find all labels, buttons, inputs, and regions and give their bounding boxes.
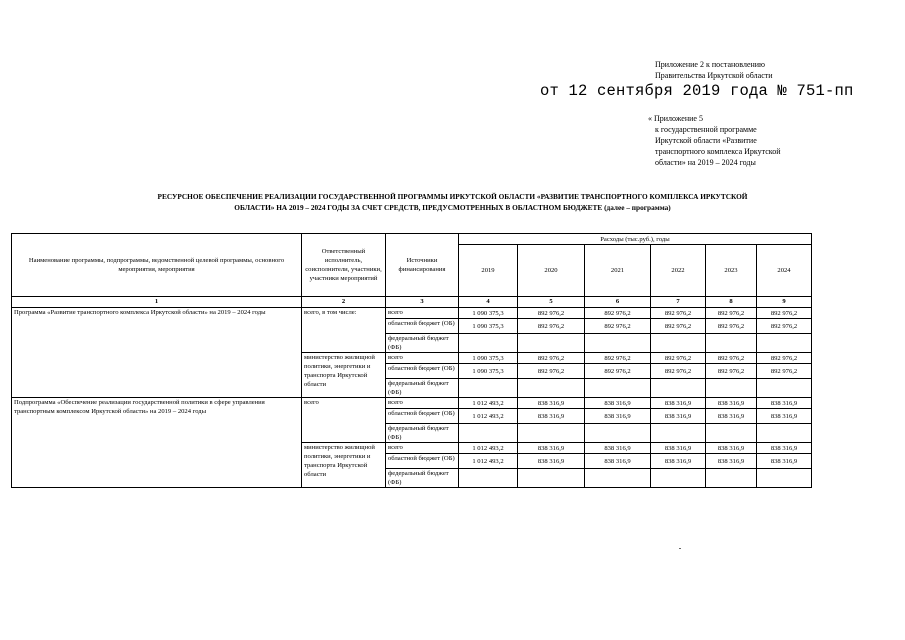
expense-value-cell: 838 316,9 (651, 454, 706, 469)
expense-value-cell (518, 379, 585, 398)
expense-value-cell (757, 424, 812, 443)
header-name: Наименование программы, подпрограммы, ведомственной целевой программы, основного мероприятия, мероприятия (12, 234, 302, 297)
header-source: Источники финансирования (386, 234, 459, 297)
expense-value-cell: 892 976,2 (706, 353, 757, 364)
program-name-cell: Программа «Развитие транспортного комплекса Иркутской области» на 2019 – 2024 годы (12, 308, 302, 398)
header-year: 2019 (459, 245, 518, 297)
expense-value-cell (518, 424, 585, 443)
table-row (12, 308, 812, 319)
expense-value-cell (518, 469, 585, 488)
table-body (12, 297, 812, 488)
expense-value-cell (585, 424, 651, 443)
expense-value-cell: 838 316,9 (518, 409, 585, 424)
expense-value-cell: 892 976,2 (706, 364, 757, 379)
expense-value-cell: 892 976,2 (518, 319, 585, 334)
document-title-line-2: ОБЛАСТИ» НА 2019 – 2024 ГОДЫ ЗА СЧЕТ СРЕДСТВ, ПРЕДУСМОТРЕННЫХ В ОБЛАСТНОМ БЮДЖЕТЕ (далее – программа) (234, 203, 671, 212)
expense-value-cell (706, 424, 757, 443)
appendix-5-block (648, 113, 781, 168)
expense-value-cell: 892 976,2 (518, 353, 585, 364)
expense-value-cell: 838 316,9 (757, 409, 812, 424)
expense-value-cell (459, 379, 518, 398)
expense-value-cell: 892 976,2 (585, 319, 651, 334)
expense-value-cell (459, 424, 518, 443)
funding-source-cell: федеральный бюджет (ФБ) (386, 469, 459, 488)
program-name-cell: Подпрограмма «Обеспечение реализации государственной политики в сфере управления транспортным комплексом Иркутской области» на 2019 – 2024 годы (12, 398, 302, 488)
expense-value-cell: 892 976,2 (585, 308, 651, 319)
appendix-5-line: « Приложение 5 (648, 114, 703, 123)
expense-value-cell: 1 012 493,2 (459, 454, 518, 469)
header-year: 2022 (651, 245, 706, 297)
expense-value-cell: 892 976,2 (651, 364, 706, 379)
expense-value-cell: 1 012 493,2 (459, 409, 518, 424)
expense-value-cell: 892 976,2 (757, 364, 812, 379)
resolution-stamp: от 12 сентября 2019 года № 751-пп (540, 82, 854, 100)
expense-value-cell: 892 976,2 (706, 319, 757, 334)
expense-value-cell: 892 976,2 (757, 319, 812, 334)
funding-source-cell: всего (386, 443, 459, 454)
expense-value-cell: 892 976,2 (757, 308, 812, 319)
executor-cell: министерство жилищной политики, энергетики и транспорта Иркутской области (302, 353, 386, 398)
executor-cell: всего, в том числе: (302, 308, 386, 353)
appendix-line-2: Правительства Иркутской области (655, 71, 773, 80)
expense-value-cell (585, 469, 651, 488)
funding-source-cell: областной бюджет (ОБ) (386, 454, 459, 469)
expense-value-cell: 838 316,9 (757, 454, 812, 469)
scan-speck (679, 548, 681, 549)
expense-value-cell: 838 316,9 (651, 398, 706, 409)
column-number: 3 (386, 297, 459, 308)
funding-source-cell: всего (386, 353, 459, 364)
expense-value-cell: 1 090 375,3 (459, 353, 518, 364)
appendix-5-line: Иркутской области «Развитие (655, 136, 757, 145)
expense-value-cell (706, 379, 757, 398)
funding-source-cell: областной бюджет (ОБ) (386, 409, 459, 424)
funding-source-cell: федеральный бюджет (ФБ) (386, 379, 459, 398)
expense-value-cell: 838 316,9 (706, 443, 757, 454)
expense-value-cell: 838 316,9 (518, 454, 585, 469)
document-title-line-1: РЕСУРСНОЕ ОБЕСПЕЧЕНИЕ РЕАЛИЗАЦИИ ГОСУДАРСТВЕННОЙ ПРОГРАММЫ ИРКУТСКОЙ ОБЛАСТИ «РАЗВИТИЕ ТРАНСПОРТНОГО КОМПЛЕКСА ИРКУТСКОЙ (157, 192, 748, 201)
expense-value-cell: 838 316,9 (518, 443, 585, 454)
column-number: 8 (706, 297, 757, 308)
funding-source-cell: областной бюджет (ОБ) (386, 319, 459, 334)
column-number: 4 (459, 297, 518, 308)
header-year: 2023 (706, 245, 757, 297)
executor-cell: всего (302, 398, 386, 443)
appendix-5-line: транспортного комплекса Иркутской (655, 147, 781, 156)
expense-value-cell: 838 316,9 (706, 398, 757, 409)
column-number: 7 (651, 297, 706, 308)
header-year: 2024 (757, 245, 812, 297)
expense-value-cell: 1 090 375,3 (459, 319, 518, 334)
expense-value-cell: 1 090 375,3 (459, 364, 518, 379)
table-row (12, 398, 812, 409)
column-number: 6 (585, 297, 651, 308)
expense-value-cell: 892 976,2 (706, 308, 757, 319)
expense-value-cell: 838 316,9 (757, 398, 812, 409)
expense-value-cell: 892 976,2 (651, 308, 706, 319)
column-number: 2 (302, 297, 386, 308)
expense-value-cell: 838 316,9 (518, 398, 585, 409)
expense-value-cell (459, 334, 518, 353)
expense-value-cell: 838 316,9 (585, 443, 651, 454)
resource-table (11, 233, 812, 488)
header-year: 2020 (518, 245, 585, 297)
expense-value-cell (651, 379, 706, 398)
expense-value-cell: 892 976,2 (651, 353, 706, 364)
expense-value-cell: 838 316,9 (651, 409, 706, 424)
expense-value-cell (651, 469, 706, 488)
expense-value-cell (757, 334, 812, 353)
header-executor: Ответственный исполнитель, соисполнители, участники, участники мероприятий (302, 234, 386, 297)
expense-value-cell (459, 469, 518, 488)
funding-source-cell: областной бюджет (ОБ) (386, 364, 459, 379)
expense-value-cell: 838 316,9 (585, 409, 651, 424)
expense-value-cell: 1 012 493,2 (459, 443, 518, 454)
appendix-line-1: Приложение 2 к постановлению (655, 60, 766, 69)
expense-value-cell: 838 316,9 (706, 454, 757, 469)
expense-value-cell (585, 379, 651, 398)
column-number: 9 (757, 297, 812, 308)
header-year: 2021 (585, 245, 651, 297)
expense-value-cell (757, 379, 812, 398)
expense-value-cell (651, 334, 706, 353)
funding-source-cell: федеральный бюджет (ФБ) (386, 424, 459, 443)
funding-source-cell: всего (386, 398, 459, 409)
executor-cell: министерство жилищной политики, энергетики и транспорта Иркутской области (302, 443, 386, 488)
column-number-row (12, 297, 812, 308)
appendix-5-line: области» на 2019 – 2024 годы (655, 158, 756, 167)
appendix-5-line: к государственной программе (655, 125, 757, 134)
header-expenses: Расходы (тыс.руб.), годы (459, 234, 812, 245)
column-number: 1 (12, 297, 302, 308)
expense-value-cell (651, 424, 706, 443)
expense-value-cell (757, 469, 812, 488)
expense-value-cell: 892 976,2 (757, 353, 812, 364)
expense-value-cell: 838 316,9 (585, 454, 651, 469)
expense-value-cell: 892 976,2 (518, 364, 585, 379)
expense-value-cell: 838 316,9 (585, 398, 651, 409)
expense-value-cell (706, 469, 757, 488)
expense-value-cell: 1 012 493,2 (459, 398, 518, 409)
column-number: 5 (518, 297, 585, 308)
funding-source-cell: всего (386, 308, 459, 319)
expense-value-cell: 892 976,2 (585, 353, 651, 364)
expense-value-cell: 892 976,2 (585, 364, 651, 379)
expense-value-cell: 838 316,9 (757, 443, 812, 454)
expense-value-cell: 838 316,9 (706, 409, 757, 424)
expense-value-cell (518, 334, 585, 353)
funding-source-cell: федеральный бюджет (ФБ) (386, 334, 459, 353)
expense-value-cell: 892 976,2 (518, 308, 585, 319)
expense-value-cell (706, 334, 757, 353)
expense-value-cell: 1 090 375,3 (459, 308, 518, 319)
expense-value-cell: 892 976,2 (651, 319, 706, 334)
expense-value-cell: 838 316,9 (651, 443, 706, 454)
expense-value-cell (585, 334, 651, 353)
